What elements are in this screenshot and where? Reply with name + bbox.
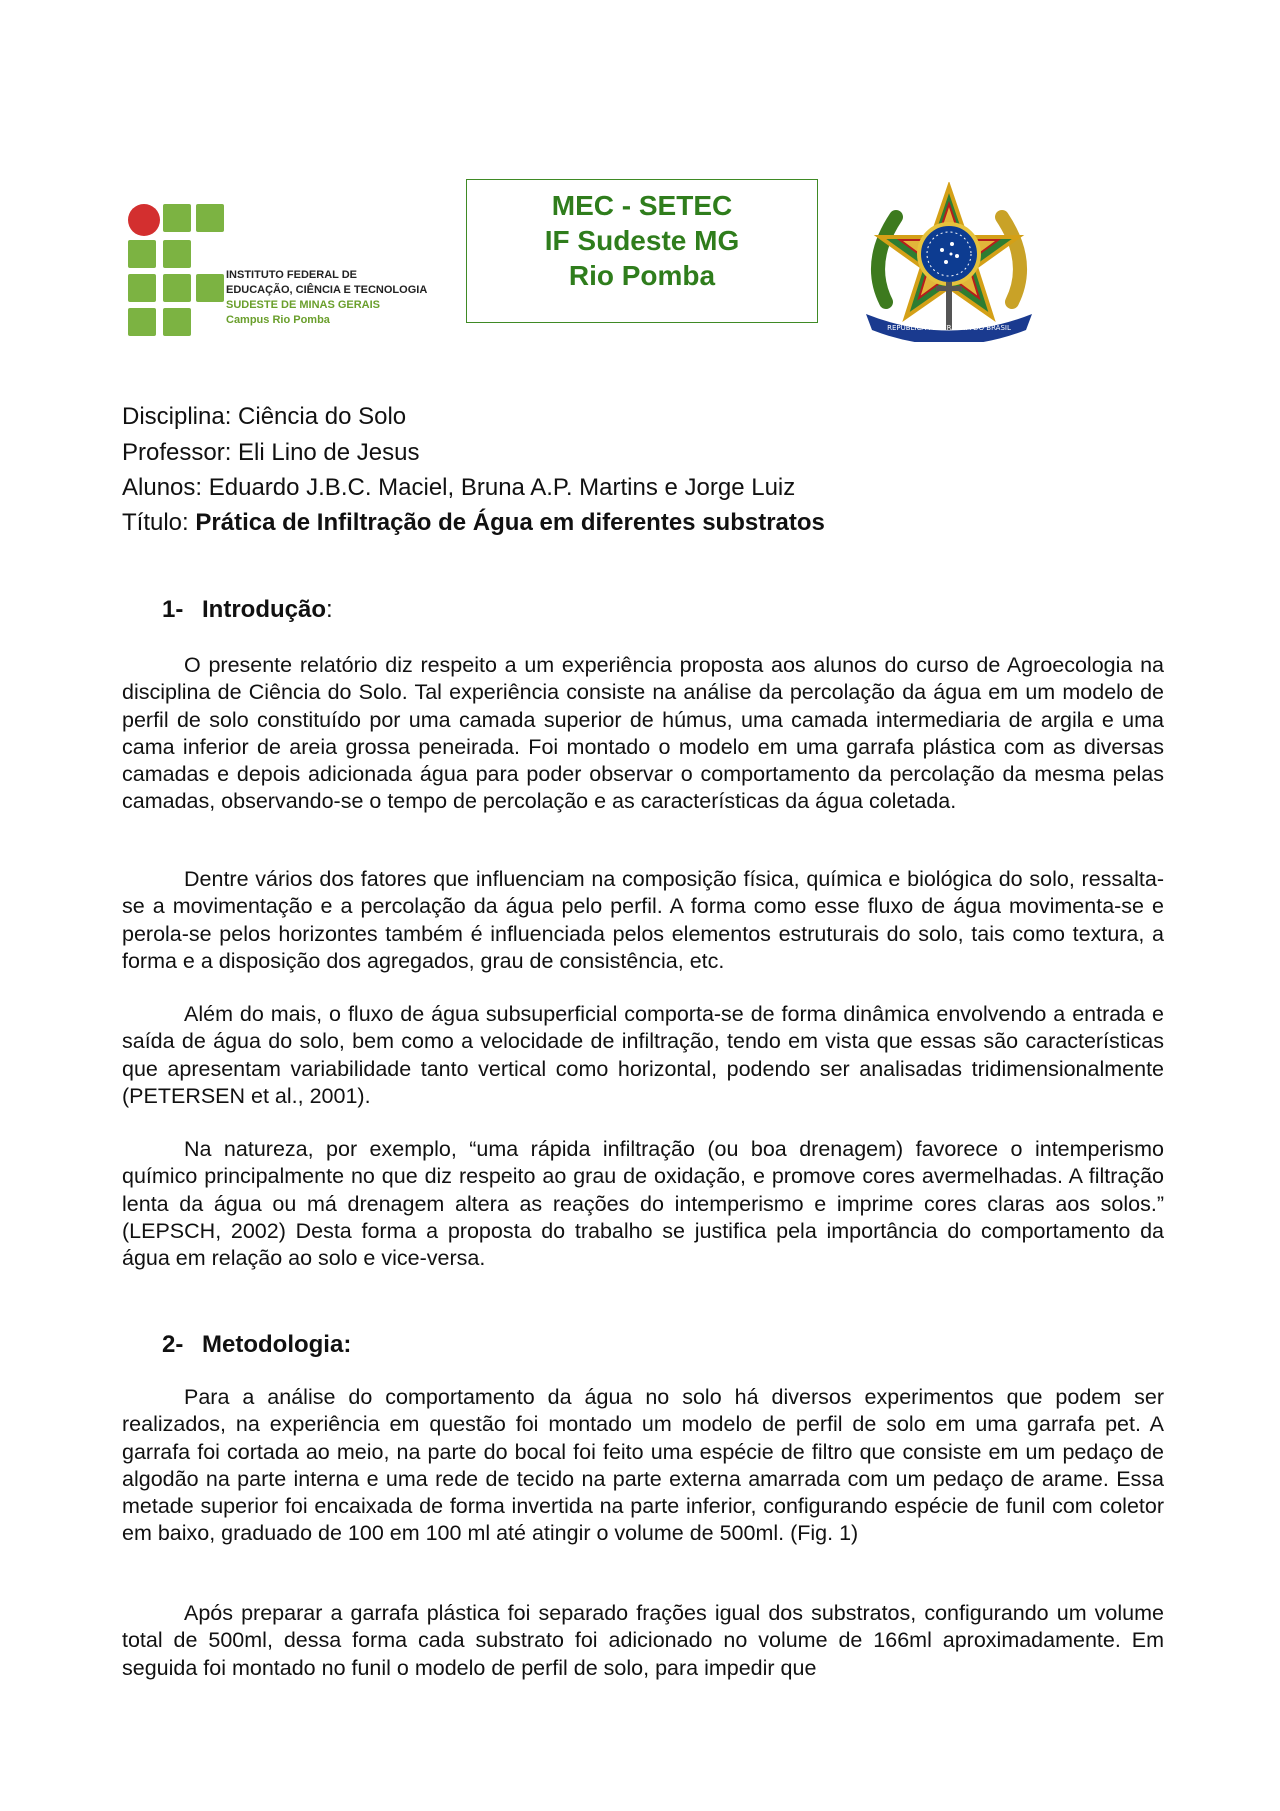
titulo-line	[122, 509, 825, 537]
section-heading-metodologia	[162, 1331, 351, 1359]
section-heading-intro	[162, 596, 333, 624]
logo-red-circle	[128, 204, 160, 236]
intro-paragraph-1: O presente relatório diz respeito a um experiência proposta aos alunos do curso de Agroecologia na disciplina de Ciência do Solo. Tal experiência consiste na análise da percolação da água em um modelo de perfil de solo constituído por uma camada superior de húmus, uma camada intermediaria de argila e uma cama inferior de areia grossa peneirada. Foi montado o modelo em uma garrafa plástica com as diversas camadas e depois adicionada água para poder observar o comportamento da percolação da mesma pelas camadas, observando-se o tempo de percolação e as características da água coletada.	[122, 653, 1164, 814]
header-line-3: Rio Pomba	[568, 260, 716, 291]
section-title: Metodologia:	[202, 1331, 352, 1358]
header-line-1: MEC - SETEC	[551, 190, 733, 221]
intro-paragraph-3: Além do mais, o fluxo de água subsuperficial comporta-se de forma dinâmica envolvendo a entrada e saída de água do solo, bem como a velocidade de infiltração, tendo em vista que essas são características que apresentam variabilidade tanto vertical como horizontal, podendo ser analisadas tridimensionalmente (PETERSEN et al., 2001).	[122, 1002, 1164, 1108]
logo-line-2: EDUCAÇÃO, CIÊNCIA E TECNOLOGIA	[226, 284, 428, 296]
professor-line	[122, 439, 420, 467]
logo-line-4: Campus Rio Pomba	[226, 314, 330, 326]
professor-value: Eli Lino de Jesus	[238, 439, 420, 466]
disciplina-value: Ciência do Solo	[238, 403, 407, 430]
metodologia-paragraph-2: Após preparar a garrafa plástica foi separado frações igual dos substratos, configurando um volume total de 500ml, dessa forma cada substrato foi adicionado no volume de 166ml aproximadamente. Em seguida foi montado no funil o modelo de perfil de solo, para impedir que	[122, 1601, 1164, 1680]
section-colon: :	[326, 596, 333, 623]
section-title: Introdução	[202, 596, 326, 623]
institute-logo	[128, 204, 438, 334]
disciplina-line	[122, 403, 406, 431]
titulo-label: Título:	[122, 509, 189, 536]
section-number: 2-	[162, 1331, 184, 1358]
metodologia-paragraph-1: Para a análise do comportamento da água no solo há diversos experimentos que podem ser realizados, na experiência em questão foi montado um modelo de perfil de solo em uma garrafa pet. A garrafa foi cortada ao meio, na parte do bocal foi feito uma espécie de filtro que consiste em um pedaço de algodão na parte interna e uma rede de tecido na parte externa amarrada com um pedaço de arame. Essa metade superior foi encaixada de forma invertida na parte inferior, configurando espécie de funil com coletor em baixo, graduado de 100 em 100 ml até atingir o volume de 500ml. (Fig. 1)	[122, 1385, 1164, 1546]
titulo-value: Prática de Infiltração de Água em diferentes substratos	[195, 509, 825, 536]
header-box	[466, 179, 818, 323]
disciplina-label: Disciplina:	[122, 403, 232, 430]
header-line-2: IF Sudeste MG	[544, 225, 740, 256]
intro-paragraph-2: Dentre vários dos fatores que influenciam na composição física, química e biológica do solo, ressalta-se a movimentação e a percolação da água pelo perfil. A forma como esse fluxo de água movimenta-se e perola-se pelos horizontes também é influenciada pelos elementos estruturais do solo, tais como textura, a forma e a disposição dos agregados, grau de consistência, etc.	[122, 867, 1164, 973]
logo-line-1: INSTITUTO FEDERAL DE	[226, 269, 357, 281]
intro-paragraph-4: Na natureza, por exemplo, “uma rápida infiltração (ou boa drenagem) favorece o intemperismo químico principalmente no que diz respeito ao grau de oxidação, e promove cores avermelhadas. A filtração lenta da água ou má drenagem altera as reações do intemperismo e imprime cores claras aos solos.” (LEPSCH, 2002) Desta forma a proposta do trabalho se justifica pela importância do comportamento da água em relação ao solo e vice-versa.	[122, 1137, 1164, 1271]
logo-line-3: SUDESTE DE MINAS GERAIS	[226, 299, 381, 311]
alunos-value: Eduardo J.B.C. Maciel, Bruna A.P. Martins e Jorge Luiz	[208, 474, 796, 501]
alunos-line	[122, 474, 795, 502]
coat-of-arms-icon	[856, 182, 1042, 342]
section-number: 1-	[162, 596, 184, 623]
coat-of-arms-ribbon-text: REPÚBLICA FEDERATIVA DO BRASIL	[887, 324, 1011, 332]
professor-label: Professor:	[122, 439, 232, 466]
alunos-label: Alunos:	[122, 474, 203, 501]
